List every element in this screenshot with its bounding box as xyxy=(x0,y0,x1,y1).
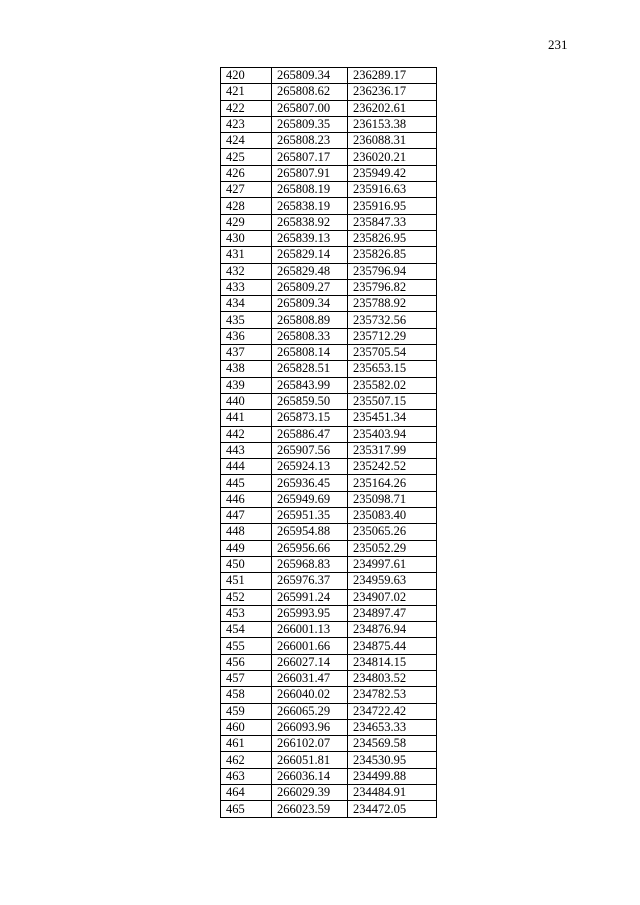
table-row xyxy=(221,475,437,491)
point-number-cell: 428 xyxy=(221,198,272,214)
point-number-cell: 462 xyxy=(221,752,272,768)
x-coordinate-cell: 266029.39 xyxy=(272,785,348,801)
point-number-cell: 455 xyxy=(221,638,272,654)
table-row xyxy=(221,687,437,703)
y-coordinate-cell: 234722.42 xyxy=(348,703,437,719)
point-number-cell: 436 xyxy=(221,328,272,344)
table-row xyxy=(221,752,437,768)
y-coordinate-cell: 234472.05 xyxy=(348,801,437,817)
x-coordinate-cell: 265843.99 xyxy=(272,377,348,393)
y-coordinate-cell: 234803.52 xyxy=(348,670,437,686)
x-coordinate-cell: 266065.29 xyxy=(272,703,348,719)
point-number-cell: 454 xyxy=(221,622,272,638)
x-coordinate-cell: 265838.92 xyxy=(272,214,348,230)
y-coordinate-cell: 236088.31 xyxy=(348,133,437,149)
point-number-cell: 453 xyxy=(221,605,272,621)
point-number-cell: 451 xyxy=(221,573,272,589)
x-coordinate-cell: 265808.23 xyxy=(272,133,348,149)
y-coordinate-cell: 236020.21 xyxy=(348,149,437,165)
table-row xyxy=(221,296,437,312)
y-coordinate-cell: 235052.29 xyxy=(348,540,437,556)
x-coordinate-cell: 265828.51 xyxy=(272,361,348,377)
y-coordinate-cell: 235712.29 xyxy=(348,328,437,344)
y-coordinate-cell: 235507.15 xyxy=(348,393,437,409)
y-coordinate-cell: 234997.61 xyxy=(348,556,437,572)
point-number-cell: 463 xyxy=(221,768,272,784)
table-row xyxy=(221,573,437,589)
point-number-cell: 437 xyxy=(221,345,272,361)
point-number-cell: 442 xyxy=(221,426,272,442)
table-row xyxy=(221,442,437,458)
page-number: 231 xyxy=(548,37,568,52)
point-number-cell: 435 xyxy=(221,312,272,328)
point-number-cell: 460 xyxy=(221,719,272,735)
point-number-cell: 433 xyxy=(221,279,272,295)
x-coordinate-cell: 265991.24 xyxy=(272,589,348,605)
y-coordinate-cell: 235796.94 xyxy=(348,263,437,279)
table-row xyxy=(221,670,437,686)
y-coordinate-cell: 235653.15 xyxy=(348,361,437,377)
x-coordinate-cell: 266031.47 xyxy=(272,670,348,686)
table-row xyxy=(221,491,437,507)
table-row xyxy=(221,68,437,84)
y-coordinate-cell: 234814.15 xyxy=(348,654,437,670)
x-coordinate-cell: 266036.14 xyxy=(272,768,348,784)
point-number-cell: 434 xyxy=(221,296,272,312)
y-coordinate-cell: 235916.63 xyxy=(348,182,437,198)
y-coordinate-cell: 234530.95 xyxy=(348,752,437,768)
table-row xyxy=(221,247,437,263)
y-coordinate-cell: 235732.56 xyxy=(348,312,437,328)
table-row xyxy=(221,149,437,165)
point-number-cell: 438 xyxy=(221,361,272,377)
table-row xyxy=(221,589,437,605)
x-coordinate-cell: 265936.45 xyxy=(272,475,348,491)
y-coordinate-cell: 236202.61 xyxy=(348,100,437,116)
y-coordinate-cell: 235826.85 xyxy=(348,247,437,263)
x-coordinate-cell: 266027.14 xyxy=(272,654,348,670)
x-coordinate-cell: 265808.19 xyxy=(272,182,348,198)
point-number-cell: 439 xyxy=(221,377,272,393)
y-coordinate-cell: 234907.02 xyxy=(348,589,437,605)
y-coordinate-cell: 236236.17 xyxy=(348,84,437,100)
point-number-cell: 457 xyxy=(221,670,272,686)
x-coordinate-cell: 265809.34 xyxy=(272,68,348,84)
coordinates-table-body xyxy=(221,68,437,818)
x-coordinate-cell: 265829.14 xyxy=(272,247,348,263)
table-row xyxy=(221,100,437,116)
table-row xyxy=(221,182,437,198)
x-coordinate-cell: 265839.13 xyxy=(272,230,348,246)
table-row xyxy=(221,263,437,279)
y-coordinate-cell: 235796.82 xyxy=(348,279,437,295)
table-row xyxy=(221,524,437,540)
table-row xyxy=(221,426,437,442)
point-number-cell: 448 xyxy=(221,524,272,540)
x-coordinate-cell: 265859.50 xyxy=(272,393,348,409)
table-row xyxy=(221,736,437,752)
x-coordinate-cell: 265829.48 xyxy=(272,263,348,279)
y-coordinate-cell: 235065.26 xyxy=(348,524,437,540)
y-coordinate-cell: 235098.71 xyxy=(348,491,437,507)
y-coordinate-cell: 234569.58 xyxy=(348,736,437,752)
table-row xyxy=(221,508,437,524)
y-coordinate-cell: 235403.94 xyxy=(348,426,437,442)
point-number-cell: 458 xyxy=(221,687,272,703)
y-coordinate-cell: 235582.02 xyxy=(348,377,437,393)
x-coordinate-cell: 266023.59 xyxy=(272,801,348,817)
x-coordinate-cell: 265968.83 xyxy=(272,556,348,572)
x-coordinate-cell: 265951.35 xyxy=(272,508,348,524)
x-coordinate-cell: 265886.47 xyxy=(272,426,348,442)
point-number-cell: 445 xyxy=(221,475,272,491)
table-row xyxy=(221,768,437,784)
table-row xyxy=(221,312,437,328)
table-row xyxy=(221,133,437,149)
table-row xyxy=(221,279,437,295)
x-coordinate-cell: 265949.69 xyxy=(272,491,348,507)
table-row xyxy=(221,361,437,377)
x-coordinate-cell: 265954.88 xyxy=(272,524,348,540)
table-row xyxy=(221,459,437,475)
table-row xyxy=(221,214,437,230)
x-coordinate-cell: 265808.89 xyxy=(272,312,348,328)
y-coordinate-cell: 234959.63 xyxy=(348,573,437,589)
table-row xyxy=(221,605,437,621)
x-coordinate-cell: 266093.96 xyxy=(272,719,348,735)
x-coordinate-cell: 265807.91 xyxy=(272,165,348,181)
point-number-cell: 429 xyxy=(221,214,272,230)
table-row xyxy=(221,785,437,801)
point-number-cell: 420 xyxy=(221,68,272,84)
x-coordinate-cell: 265808.33 xyxy=(272,328,348,344)
x-coordinate-cell: 266001.66 xyxy=(272,638,348,654)
table-row xyxy=(221,393,437,409)
x-coordinate-cell: 265809.35 xyxy=(272,116,348,132)
point-number-cell: 427 xyxy=(221,182,272,198)
y-coordinate-cell: 235164.26 xyxy=(348,475,437,491)
table-row xyxy=(221,410,437,426)
y-coordinate-cell: 235242.52 xyxy=(348,459,437,475)
point-number-cell: 421 xyxy=(221,84,272,100)
table-row xyxy=(221,703,437,719)
x-coordinate-cell: 266051.81 xyxy=(272,752,348,768)
y-coordinate-cell: 234499.88 xyxy=(348,768,437,784)
x-coordinate-cell: 265807.00 xyxy=(272,100,348,116)
table-row xyxy=(221,84,437,100)
x-coordinate-cell: 266040.02 xyxy=(272,687,348,703)
point-number-cell: 441 xyxy=(221,410,272,426)
point-number-cell: 444 xyxy=(221,459,272,475)
point-number-cell: 461 xyxy=(221,736,272,752)
y-coordinate-cell: 235083.40 xyxy=(348,508,437,524)
x-coordinate-cell: 265976.37 xyxy=(272,573,348,589)
table-row xyxy=(221,345,437,361)
x-coordinate-cell: 265809.27 xyxy=(272,279,348,295)
point-number-cell: 430 xyxy=(221,230,272,246)
point-number-cell: 425 xyxy=(221,149,272,165)
point-number-cell: 465 xyxy=(221,801,272,817)
table-row xyxy=(221,801,437,817)
point-number-cell: 422 xyxy=(221,100,272,116)
y-coordinate-cell: 235451.34 xyxy=(348,410,437,426)
table-row xyxy=(221,622,437,638)
y-coordinate-cell: 235916.95 xyxy=(348,198,437,214)
point-number-cell: 423 xyxy=(221,116,272,132)
point-number-cell: 464 xyxy=(221,785,272,801)
y-coordinate-cell: 234782.53 xyxy=(348,687,437,703)
point-number-cell: 424 xyxy=(221,133,272,149)
point-number-cell: 426 xyxy=(221,165,272,181)
x-coordinate-cell: 266001.13 xyxy=(272,622,348,638)
point-number-cell: 443 xyxy=(221,442,272,458)
y-coordinate-cell: 234875.44 xyxy=(348,638,437,654)
coordinates-table xyxy=(220,67,437,818)
table-row xyxy=(221,230,437,246)
table-row xyxy=(221,165,437,181)
x-coordinate-cell: 265993.95 xyxy=(272,605,348,621)
point-number-cell: 440 xyxy=(221,393,272,409)
y-coordinate-cell: 234897.47 xyxy=(348,605,437,621)
y-coordinate-cell: 236153.38 xyxy=(348,116,437,132)
point-number-cell: 456 xyxy=(221,654,272,670)
x-coordinate-cell: 265838.19 xyxy=(272,198,348,214)
table-row xyxy=(221,540,437,556)
x-coordinate-cell: 265808.14 xyxy=(272,345,348,361)
y-coordinate-cell: 235826.95 xyxy=(348,230,437,246)
table-row xyxy=(221,198,437,214)
y-coordinate-cell: 235788.92 xyxy=(348,296,437,312)
y-coordinate-cell: 234876.94 xyxy=(348,622,437,638)
x-coordinate-cell: 265924.13 xyxy=(272,459,348,475)
point-number-cell: 431 xyxy=(221,247,272,263)
x-coordinate-cell: 265907.56 xyxy=(272,442,348,458)
y-coordinate-cell: 234484.91 xyxy=(348,785,437,801)
y-coordinate-cell: 235705.54 xyxy=(348,345,437,361)
point-number-cell: 447 xyxy=(221,508,272,524)
x-coordinate-cell: 265956.66 xyxy=(272,540,348,556)
table-row xyxy=(221,654,437,670)
y-coordinate-cell: 234653.33 xyxy=(348,719,437,735)
point-number-cell: 459 xyxy=(221,703,272,719)
x-coordinate-cell: 266102.07 xyxy=(272,736,348,752)
x-coordinate-cell: 265807.17 xyxy=(272,149,348,165)
point-number-cell: 446 xyxy=(221,491,272,507)
point-number-cell: 432 xyxy=(221,263,272,279)
point-number-cell: 449 xyxy=(221,540,272,556)
table-row xyxy=(221,377,437,393)
x-coordinate-cell: 265809.34 xyxy=(272,296,348,312)
y-coordinate-cell: 235317.99 xyxy=(348,442,437,458)
point-number-cell: 450 xyxy=(221,556,272,572)
y-coordinate-cell: 236289.17 xyxy=(348,68,437,84)
y-coordinate-cell: 235847.33 xyxy=(348,214,437,230)
table-row xyxy=(221,328,437,344)
x-coordinate-cell: 265873.15 xyxy=(272,410,348,426)
table-row xyxy=(221,638,437,654)
x-coordinate-cell: 265808.62 xyxy=(272,84,348,100)
y-coordinate-cell: 235949.42 xyxy=(348,165,437,181)
table-row xyxy=(221,116,437,132)
table-row xyxy=(221,556,437,572)
table-row xyxy=(221,719,437,735)
point-number-cell: 452 xyxy=(221,589,272,605)
